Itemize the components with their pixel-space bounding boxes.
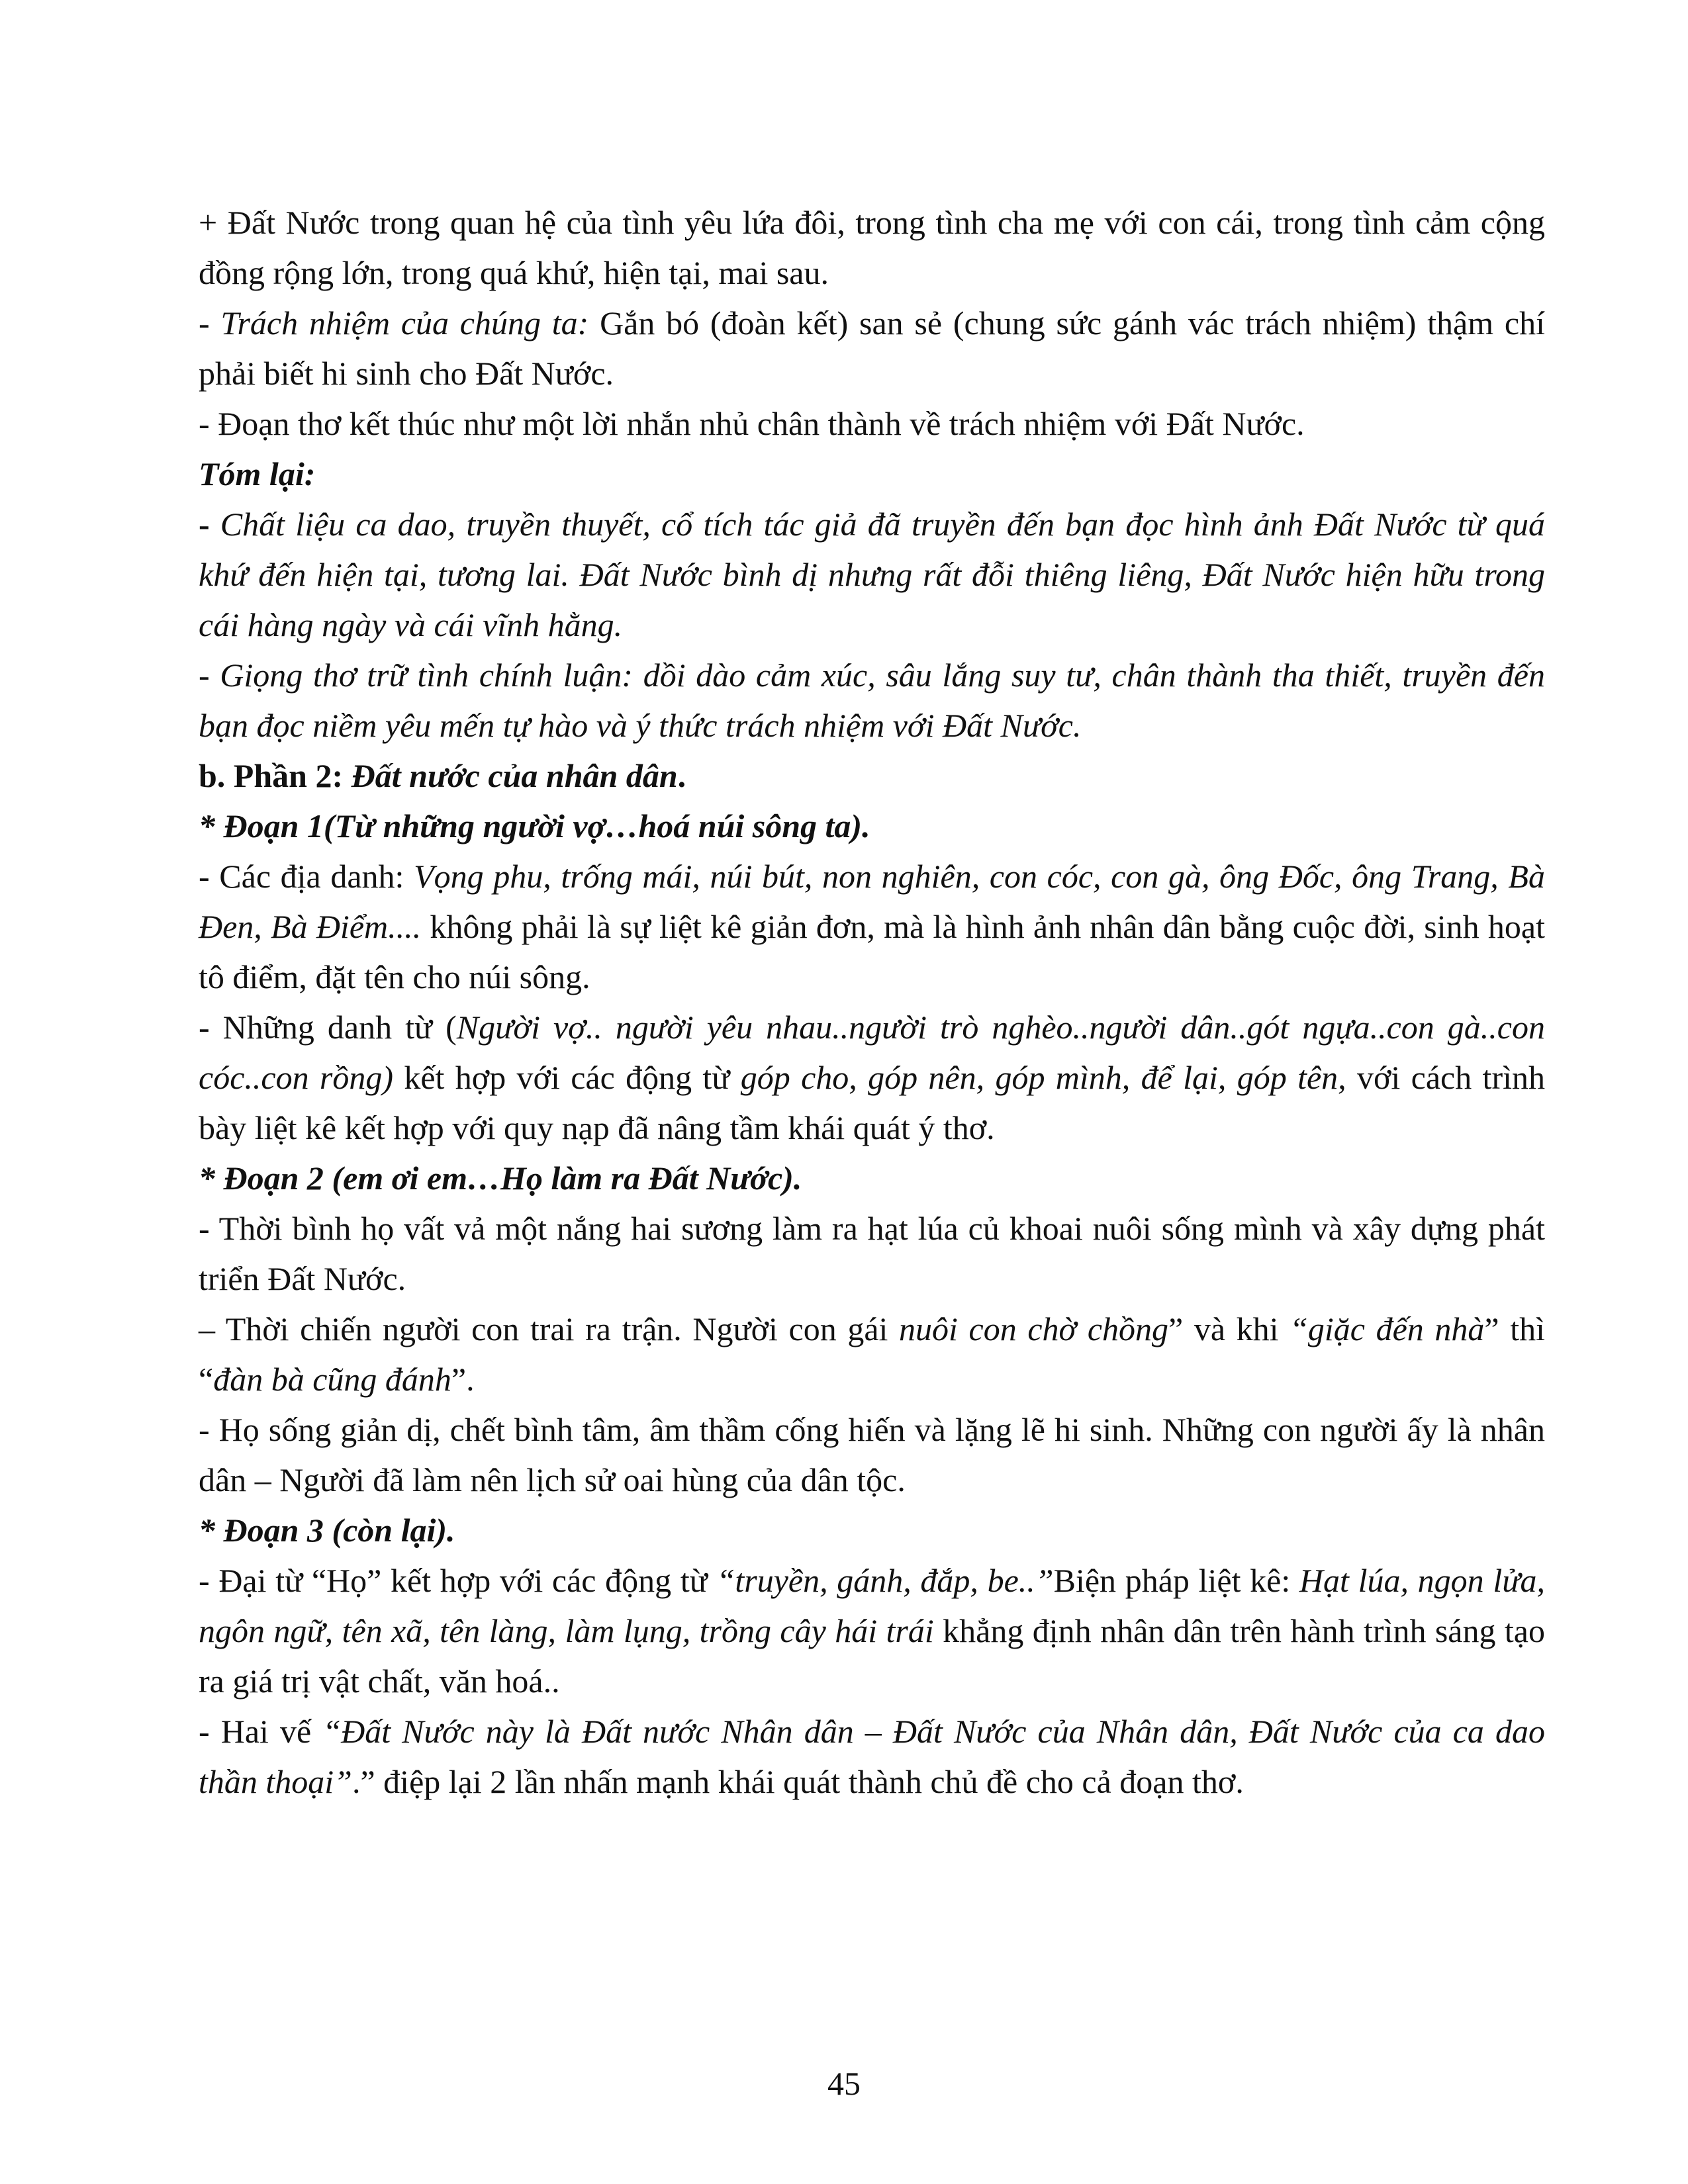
paragraph-thoi-chien: – Thời chiến người con trai ra trận. Người con gái nuôi con chờ chồng” và khi “giặc đến nhà” thì “đàn bà cũng đánh”.	[199, 1310, 1545, 1398]
heading-doan-3: * Đoạn 3 (còn lại).	[199, 1512, 455, 1549]
paragraph-dia-danh: - Các địa danh: Vọng phu, trống mái, núi bút, non nghiên, con cóc, con gà, ông Đốc, ông Trang, Bà Đen, Bà Điểm.... không phải là sự liệt kê giản đơn, mà là hình ảnh nhân dân bằng cuộc đời, sinh hoạt tô điểm, đặt tên cho núi sông.	[199, 858, 1545, 995]
page-body	[199, 197, 1545, 1807]
heading-doan-1: * Đoạn 1(Từ những người vợ…hoá núi sông ta).	[199, 807, 870, 844]
paragraph-giong-tho: - Giọng thơ trữ tình chính luận: dồi dào cảm xúc, sâu lắng suy tư, chân thành tha thiết, truyền đến bạn đọc niềm yêu mến tự hào và ý thức trách nhiệm với Đất Nước.	[199, 657, 1545, 744]
paragraph-doan-tho-ket-thuc: - Đoạn thơ kết thúc như một lời nhắn nhủ chân thành về trách nhiệm với Đất Nước.	[199, 405, 1305, 442]
heading-tom-lai: Tóm lại:	[199, 455, 316, 492]
heading-phan-2: b. Phần 2: Đất nước của nhân dân.	[199, 757, 686, 794]
paragraph-dat-nuoc-quan-he: + Đất Nước trong quan hệ của tình yêu lứa đôi, trong tình cha mẹ với con cái, trong tình cảm cộng đồng rộng lớn, trong quá khứ, hiện tại, mai sau.	[199, 204, 1545, 291]
heading-doan-2: * Đoạn 2 (em ơi em…Họ làm ra Đất Nước).	[199, 1160, 802, 1197]
paragraph-trach-nhiem: - Trách nhiệm của chúng ta: Gắn bó (đoàn kết) san sẻ (chung sức gánh vác trách nhiệm) thậm chí phải biết hi sinh cho Đất Nước.	[199, 304, 1545, 392]
paragraph-chat-lieu: - Chất liệu ca dao, truyền thuyết, cổ tích tác giả đã truyền đến bạn đọc hình ảnh Đất Nước từ quá khứ đến hiện tại, tương lai. Đất Nước bình dị nhưng rất đỗi thiêng liêng, Đất Nước hiện hữu trong cái hàng ngày và cái vĩnh hằng.	[199, 506, 1545, 643]
paragraph-ho-song: - Họ sống giản dị, chết bình tâm, âm thầm cống hiến và lặng lẽ hi sinh. Những con người ấy là nhân dân – Người đã làm nên lịch sử oai hùng của dân tộc.	[199, 1411, 1545, 1498]
paragraph-dai-tu-ho: - Đại từ “Họ” kết hợp với các động từ “truyền, gánh, đắp, be..”Biện pháp liệt kê: Hạt lúa, ngọn lửa, ngôn ngữ, tên xã, tên làng, làm lụng, trồng cây hái trái khẳng định nhân dân trên hành trình sáng tạo ra giá trị vật chất, văn hoá..	[199, 1562, 1545, 1700]
paragraph-thoi-binh: - Thời bình họ vất vả một nắng hai sương làm ra hạt lúa củ khoai nuôi sống mình và xây dựng phát triển Đất Nước.	[199, 1210, 1545, 1297]
paragraph-danh-tu: - Những danh từ (Người vợ.. người yêu nhau..người trò nghèo..người dân..gót ngựa..con gà..con cóc..con rồng) kết hợp với các động từ góp cho, góp nên, góp mình, để lại, góp tên, với cách trình bày liệt kê kết hợp với quy nạp đã nâng tầm khái quát ý thơ.	[199, 1009, 1545, 1146]
page-number: 45	[827, 2065, 861, 2102]
paragraph-hai-ve: - Hai vế “Đất Nước này là Đất nước Nhân dân – Đất Nước của Nhân dân, Đất Nước của ca dao thần thoại”.” điệp lại 2 lần nhấn mạnh khái quát thành chủ đề cho cả đoạn thơ.	[199, 1713, 1545, 1800]
